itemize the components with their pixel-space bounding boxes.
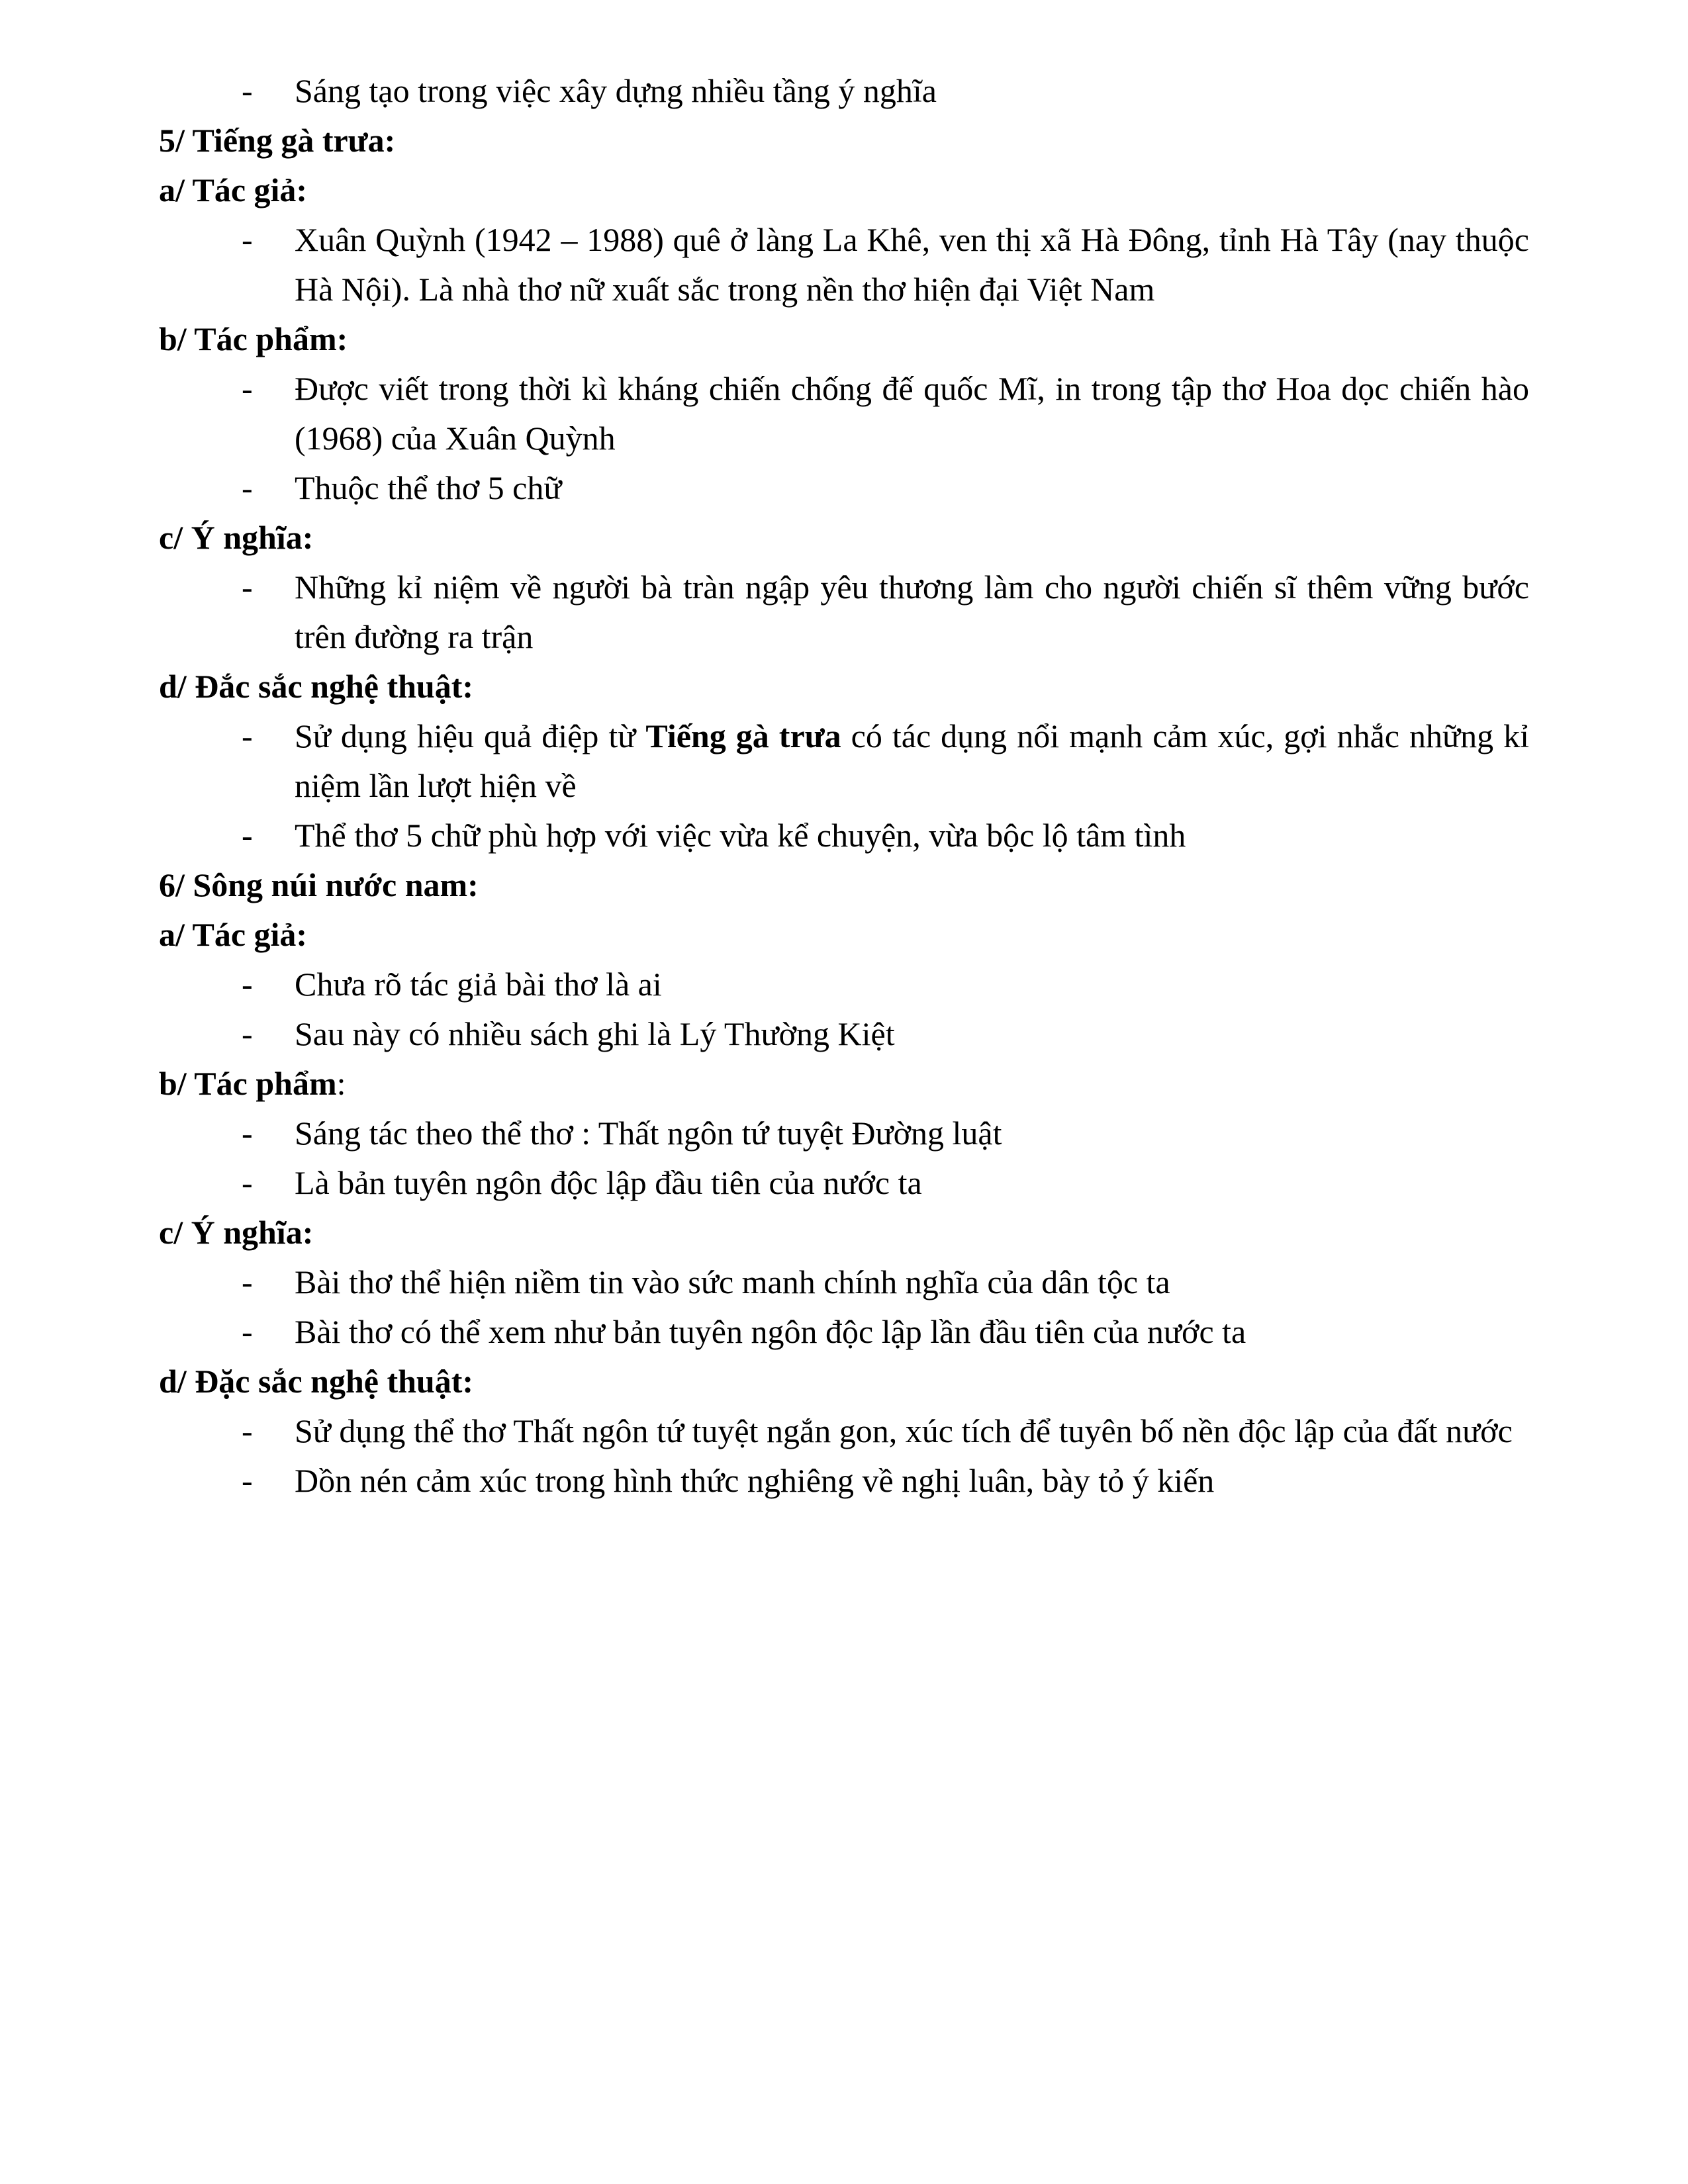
- bullet-item: [159, 711, 1529, 811]
- bullet-item: [159, 1307, 1529, 1357]
- bullet-item: [159, 215, 1529, 314]
- bold-text-segment: b/ Tác phẩm: [159, 1065, 337, 1102]
- bold-text-segment: Tiếng gà trưa: [645, 717, 841, 754]
- bullet-text: Thuộc thể thơ 5 chữ: [295, 469, 562, 506]
- bullet-item: [159, 1109, 1529, 1158]
- bullet-marker: -: [242, 72, 253, 109]
- bullet-marker: -: [242, 717, 253, 754]
- bullet-item: [159, 960, 1529, 1009]
- bullet-text: Sáng tạo trong việc xây dựng nhiều tầng ý nghĩa: [295, 72, 937, 109]
- bullet-text: Sử dụng thể thơ Thất ngôn tứ tuyệt ngắn gon, xúc tích để tuyên bố nền độc lập của đất nước: [295, 1412, 1513, 1449]
- section-heading: a/ Tác giả:: [159, 916, 308, 953]
- bullet-item: [159, 1257, 1529, 1307]
- bullet-item: [159, 463, 1529, 513]
- bullet-item: [159, 1456, 1529, 1506]
- section-heading: [159, 1059, 1529, 1109]
- text-segment: :: [336, 1065, 346, 1102]
- bullet-text: Bài thơ thể hiện niềm tin vào sức manh chính nghĩa của dân tộc ta: [295, 1263, 1170, 1300]
- text-segment: Sử dụng hiệu quả điệp từ: [295, 717, 646, 754]
- bullet-text: Những kỉ niệm về người bà tràn ngập yêu thương làm cho người chiến sĩ thêm vững bước trên đường ra trận: [295, 569, 1529, 655]
- bullet-item: [159, 364, 1529, 463]
- bullet-text: Dồn nén cảm xúc trong hình thức nghiêng về nghị luân, bày tỏ ý kiến: [295, 1462, 1215, 1499]
- bullet-marker: -: [242, 1412, 253, 1449]
- bullet-text: Sáng tác theo thể thơ : Thất ngôn tứ tuyệt Đường luật: [295, 1115, 1002, 1152]
- bullet-text: [295, 711, 1529, 811]
- bullet-item: [159, 1009, 1529, 1059]
- bullet-marker: -: [242, 1164, 253, 1201]
- bullet-marker: -: [242, 1015, 253, 1052]
- section-heading: c/ Ý nghĩa:: [159, 1214, 314, 1251]
- bullet-item: [159, 66, 1529, 116]
- bullet-marker: -: [242, 569, 253, 606]
- section-heading: d/ Đắc sắc nghệ thuật:: [159, 668, 474, 705]
- bullet-marker: -: [242, 1115, 253, 1152]
- bullet-marker: -: [242, 221, 253, 258]
- bullet-marker: -: [242, 966, 253, 1003]
- bullet-item: [159, 1406, 1529, 1456]
- section-heading: d/ Đặc sắc nghệ thuật:: [159, 1363, 474, 1400]
- bullet-marker: -: [242, 370, 253, 407]
- text-segment: có tác dụng nổi mạnh cảm xúc, gợi nhắc những kỉ niệm lần lượt hiện về: [295, 717, 1530, 804]
- bullet-marker: -: [242, 817, 253, 854]
- bullet-marker: -: [242, 469, 253, 506]
- section-heading: 5/ Tiếng gà trưa:: [159, 122, 396, 159]
- section-heading: a/ Tác giả:: [159, 171, 308, 208]
- bullet-item: [159, 811, 1529, 860]
- section-heading: b/ Tác phẩm:: [159, 320, 348, 357]
- bullet-text: Xuân Quỳnh (1942 – 1988) quê ở làng La Khê, ven thị xã Hà Đông, tỉnh Hà Tây (nay thuộc Hà Nội). Là nhà thơ nữ xuất sắc trong nền thơ hiện đại Việt Nam: [295, 221, 1529, 308]
- bullet-text: Bài thơ có thể xem như bản tuyên ngôn độc lập lần đầu tiên của nước ta: [295, 1313, 1246, 1350]
- bullet-item: [159, 1158, 1529, 1208]
- section-heading: 6/ Sông núi nước nam:: [159, 866, 479, 903]
- bullet-text: Thể thơ 5 chữ phù hợp với việc vừa kể chuyện, vừa bộc lộ tâm tình: [295, 817, 1186, 854]
- bullet-text: Được viết trong thời kì kháng chiến chống đế quốc Mĩ, in trong tập thơ Hoa dọc chiến hào (1968) của Xuân Quỳnh: [295, 370, 1529, 457]
- bullet-text: Chưa rõ tác giả bài thơ là ai: [295, 966, 662, 1003]
- bullet-marker: -: [242, 1462, 253, 1499]
- bullet-marker: -: [242, 1263, 253, 1300]
- section-heading: c/ Ý nghĩa:: [159, 519, 314, 556]
- bullet-item: [159, 563, 1529, 662]
- bullet-text: Là bản tuyên ngôn độc lập đầu tiên của nước ta: [295, 1164, 922, 1201]
- bullet-text: Sau này có nhiều sách ghi là Lý Thường Kiệt: [295, 1015, 895, 1052]
- bullet-marker: -: [242, 1313, 253, 1350]
